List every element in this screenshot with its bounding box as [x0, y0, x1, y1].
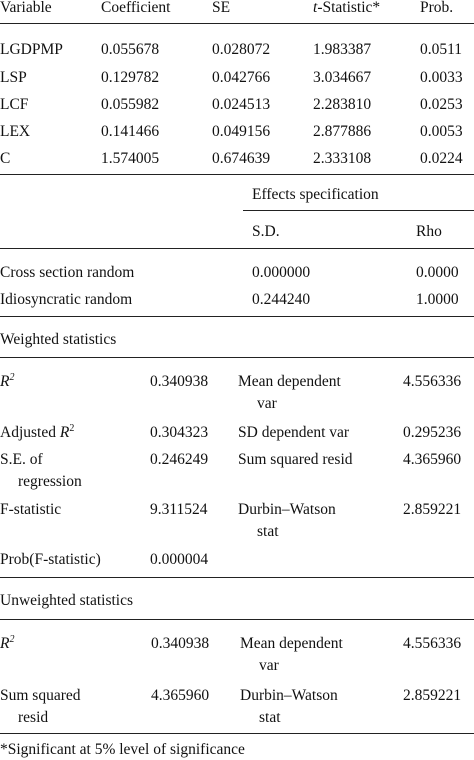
weighted-mean-dep-value: 4.556336 [403, 373, 462, 390]
unweighted-dw-value: 2.859221 [403, 687, 462, 704]
weighted-ssr-label: Sum squared resid [238, 451, 353, 468]
coefficients-bottom-rule [0, 174, 474, 175]
weighted-dw-value: 2.859221 [403, 501, 462, 518]
header-se: SE [212, 0, 231, 16]
effects-bottom-rule [0, 316, 474, 317]
unweighted-dw-line2: stat [259, 709, 281, 726]
unweighted-mean-dep-value: 4.556336 [403, 635, 462, 652]
header-t-rest: -Statistic* [317, 0, 381, 16]
row-prob: 0.0253 [420, 96, 463, 113]
weighted-adj-r2-r: R [59, 424, 70, 441]
weighted-se-reg-line2: regression [18, 473, 82, 490]
header-t-statistic [313, 0, 380, 16]
row-prob: 0.0511 [420, 41, 463, 58]
weighted-title: Weighted statistics [0, 331, 117, 348]
row-se: 0.042766 [212, 69, 271, 86]
row-coefficient: 0.055982 [101, 96, 160, 113]
weighted-f-value: 9.311524 [150, 501, 208, 518]
weighted-title-rule [0, 357, 474, 358]
weighted-adj-r2-text: Adjusted [0, 424, 60, 441]
unweighted-title: Unweighted statistics [0, 592, 134, 609]
unweighted-ssr-line1: Sum squared [0, 687, 81, 704]
row-coefficient: 0.141466 [101, 123, 160, 140]
unweighted-ssr-line2: resid [18, 709, 49, 726]
header-coefficient: Coefficient [101, 0, 171, 16]
unweighted-dw-line1: Durbin–Watson [240, 687, 338, 704]
weighted-sd-dep-value: 0.295236 [403, 424, 462, 441]
weighted-bottom-rule [0, 577, 474, 578]
row-se: 0.674639 [212, 150, 271, 167]
weighted-adj-r2-label [0, 425, 74, 441]
weighted-r2-label [0, 374, 14, 390]
unweighted-ssr-value: 4.365960 [151, 687, 210, 704]
unweighted-mean-dep-line2: var [259, 657, 279, 674]
effects-title: Effects specification [252, 186, 379, 203]
effects-row-label: Idiosyncratic random [0, 291, 133, 308]
weighted-sd-dep-label: SD dependent var [238, 424, 350, 441]
effects-sd-header: S.D. [252, 223, 280, 240]
weighted-prob-f-label: Prob(F-statistic) [0, 551, 101, 568]
unweighted-r2-value: 0.340938 [151, 635, 210, 652]
row-prob: 0.0053 [420, 123, 463, 140]
unweighted-r2-label [0, 636, 14, 652]
weighted-dw-line1: Durbin–Watson [238, 501, 336, 518]
effects-row-rho: 1.0000 [416, 291, 459, 308]
effects-row-sd: 0.000000 [252, 264, 311, 281]
row-variable: LGDPMP [0, 41, 63, 58]
row-variable: C [0, 150, 11, 167]
row-t: 2.877886 [313, 123, 372, 140]
header-variable: Variable [0, 0, 52, 16]
unweighted-bottom-rule [0, 733, 474, 734]
unweighted-title-rule [0, 619, 474, 620]
weighted-f-label: F-statistic [0, 501, 62, 518]
effects-row-rho: 0.0000 [416, 264, 459, 281]
weighted-mean-dep-line2: var [257, 395, 277, 412]
unweighted-r2-r: R [0, 635, 10, 652]
row-prob: 0.0033 [420, 69, 463, 86]
effects-row-sd: 0.244240 [252, 291, 311, 308]
unweighted-mean-dep-line1: Mean dependent [240, 635, 343, 652]
weighted-se-reg-value: 0.246249 [150, 451, 209, 468]
row-t: 2.333108 [313, 150, 372, 167]
header-t-italic: t [313, 0, 318, 16]
weighted-mean-dep-line1: Mean dependent [238, 373, 341, 390]
weighted-ssr-value: 4.365960 [403, 451, 462, 468]
weighted-prob-f-value: 0.000004 [150, 551, 209, 568]
row-coefficient: 0.055678 [101, 41, 160, 58]
effects-row-label: Cross section random [0, 264, 135, 281]
row-se: 0.049156 [212, 123, 271, 140]
weighted-adj-r2-sup: 2 [69, 423, 75, 434]
row-prob: 0.0224 [420, 150, 463, 167]
row-coefficient: 0.129782 [101, 69, 160, 86]
effects-title-rule [243, 210, 474, 211]
header-rule [0, 23, 474, 24]
effects-header-rule [0, 248, 474, 249]
row-variable: LCF [0, 96, 29, 113]
weighted-se-reg-line1: S.E. of [0, 451, 43, 468]
footnote: *Significant at 5% level of significance [0, 741, 245, 758]
row-se: 0.024513 [212, 96, 271, 113]
effects-rho-header: Rho [416, 223, 442, 240]
unweighted-r2-sup: 2 [9, 634, 15, 645]
weighted-adj-r2-value: 0.304323 [150, 424, 209, 441]
row-t: 2.283810 [313, 96, 372, 113]
weighted-r2-r: R [0, 373, 10, 390]
row-coefficient: 1.574005 [101, 150, 160, 167]
row-se: 0.028072 [212, 41, 271, 58]
row-variable: LSP [0, 69, 27, 86]
weighted-r2-sup: 2 [9, 372, 15, 383]
row-variable: LEX [0, 123, 31, 140]
weighted-r2-value: 0.340938 [150, 373, 209, 390]
row-t: 3.034667 [313, 69, 372, 86]
weighted-dw-line2: stat [257, 523, 279, 540]
row-t: 1.983387 [313, 41, 372, 58]
header-prob: Prob. [420, 0, 454, 16]
